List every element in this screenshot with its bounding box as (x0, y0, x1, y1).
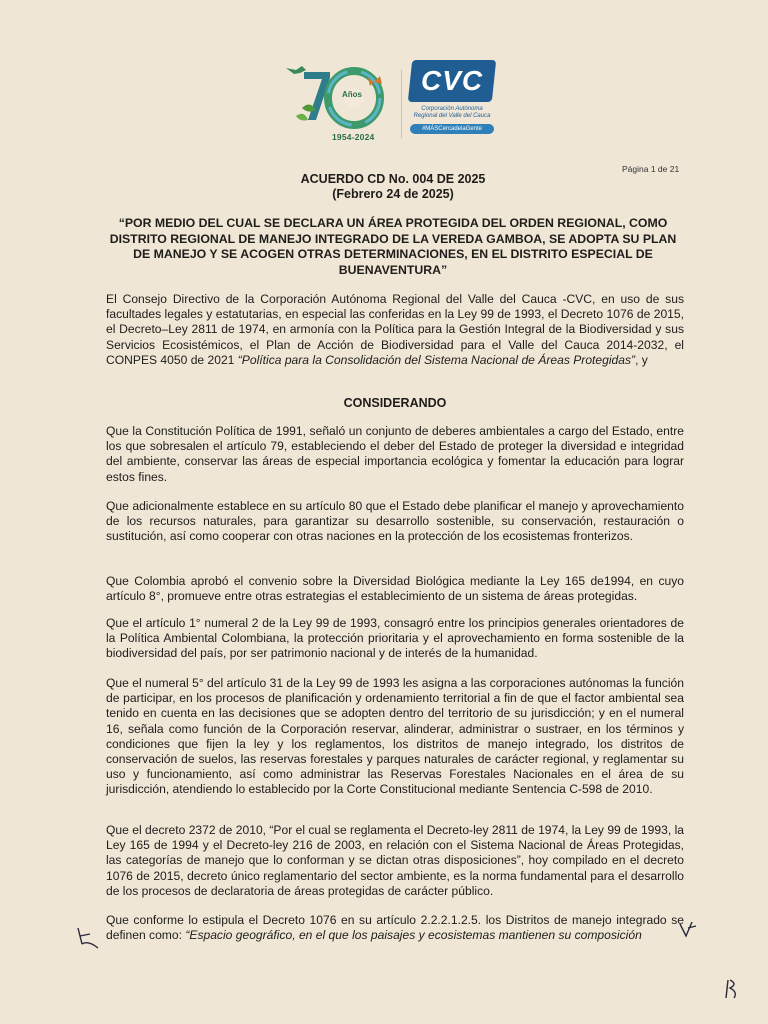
intro-paragraph (106, 292, 684, 368)
considerando-paragraph-7 (106, 913, 684, 943)
considerando-paragraph-2: Que adicionalmente establece en su artículo 80 que el Estado debe planificar el manejo y aprovechamiento de los recursos naturales, para garantizar su desarrollo sostenible, su conservación, restauración o sustitución, así como cooperar con otras naciones en la protección de los ecosistemas fronterizos. (106, 499, 684, 544)
considerando-paragraph-3: Que Colombia aprobó el convenio sobre la Diversidad Biológica mediante la Ley 165 de1994, en cuyo artículo 8°, promueve entre otras estrategias el establecimiento de un sistema de áreas protegidas. (106, 574, 684, 604)
logo-anos-label: Años (342, 90, 362, 99)
cvc-logo (410, 60, 500, 146)
logo-years-label: 1954-2024 (332, 132, 375, 142)
considerando-paragraph-1: Que la Constitución Política de 1991, señaló un conjunto de deberes ambientales a cargo del Estado, entre los que sobresalen el artículo 79, estableciendo el deber del Estado de proteger la diversidad e integridad del ambiente, conservar las áreas de especial importancia ecológica y fomentar la educación para lograr estos fines. (106, 424, 684, 484)
agreement-date: (Febrero 24 de 2025) (332, 187, 454, 201)
cvc-logo-box (408, 60, 496, 102)
cvc-logo-text: CVC (420, 65, 484, 96)
paragraph-7-text-a: Que conforme lo estipula el Decreto 1076 en su artículo 2.2.2.1.2.5. los Distritos de manejo integrado se definen como: (106, 913, 684, 943)
signature-initials-icon (722, 978, 742, 1000)
intro-text-c: , y (635, 352, 648, 367)
initials-mark-icon (678, 920, 698, 940)
paragraph-7-quote: “Espacio geográfico, en el que los paisajes y ecosistemas mantienen su composición (185, 928, 642, 943)
cvc-slogan-badge: #MÁSCercadelaGente (410, 124, 494, 134)
logo-divider (401, 70, 402, 138)
considerando-paragraph-5: Que el numeral 5° del artículo 31 de la Ley 99 de 1993 les asigna a las corporaciones autónomas la función de participar, en los procesos de planificación y ordenamiento territorial a fin de que el factor ambiental sea tenido en cuenta en las decisiones que se adopten dentro del territorio de su jurisdicción; y en el numeral 16, señala como función de la Corporación reservar, alinderar, administrar o sustraer, en los términos y condiciones que fijen la ley y los reglamentos, los distritos de manejo integrado, los distritos de conservación de suelos, las reservas forestales y parques naturales de carácter regional, y reglamentar su uso y funcionamiento, así como administrar las Reservas Forestales Nacionales en el área de su jurisdicción, atendiendo lo establecido por la Corte Constitucional mediante Sentencia C-598 de 2010. (106, 676, 684, 797)
cvc-subtitle (410, 106, 494, 120)
anniversary-70-logo (282, 60, 394, 150)
cvc-subtitle-line-1: Corporación Autónoma (421, 106, 483, 112)
considerando-paragraph-4: Que el artículo 1° numeral 2 de la Ley 99 de 1993, consagró entre los principios generales orientadores de la Política Ambiental Colombiana, la protección prioritaria y el aprovechamiento en forma sostenible de la biodiversidad del país, por ser patrimonio nacional y de interés de la humanidad. (106, 616, 684, 661)
document-title: “POR MEDIO DEL CUAL SE DECLARA UN ÁREA PROTEGIDA DEL ORDEN REGIONAL, COMO DISTRITO REGIONAL DE MANEJO INTEGRADO DE LA VEREDA GAMBOA, SE ADOPTA SU PLAN DE MANEJO Y SE ACOGEN OTRAS DETERMINACIONES, EN EL DISTRITO ESPECIAL DE BUENAVENTURA” (109, 216, 677, 277)
handwritten-mark-icon (74, 926, 104, 952)
cvc-subtitle-line-2: Regional del Valle del Cauca (413, 113, 491, 119)
considerando-paragraph-6: Que el decreto 2372 de 2010, “Por el cual se reglamenta el Decreto-ley 2811 de 1974, la Ley 99 de 1993, la Ley 165 de 1994 y el Decreto-ley 216 de 2003, en relación con el Sistema Nacional de Áreas Protegidas, las categorías de manejo que lo conforman y se dictan otras disposiciones”, hoy compilado en el decreto 1076 de 2015, decreto único reglamentario del sector ambiente, es la norma fundamental para el desarrollo de los procesos de declaratoria de áreas protegidas de carácter público. (106, 823, 684, 898)
agreement-number: ACUERDO CD No. 004 DE 2025 (300, 172, 486, 186)
intro-text-conpes-title: “Política para la Consolidación del Sistema Nacional de Áreas Protegidas” (237, 352, 636, 367)
page-number: Página 1 de 21 (622, 164, 680, 174)
considerando-heading: CONSIDERANDO (343, 396, 447, 410)
intro-text-a: El Consejo Directivo de la Corporación Autónoma Regional del Valle del Cauca -CVC, en uso de sus facultades legales y estatutarias, en especial las conferidas en la Ley 99 de 1993, el Decreto 1076 de 2015, el Decreto–Ley 2811 de 1974, en armonía con la Política para la Gestión Integral de la Biodiversidad y sus Servicios Ecosistémicos, el Plan de Acción de Biodiversidad para el Valle del Cauca 2014-2032, el CONPES 4050 de 2021 (106, 292, 684, 367)
